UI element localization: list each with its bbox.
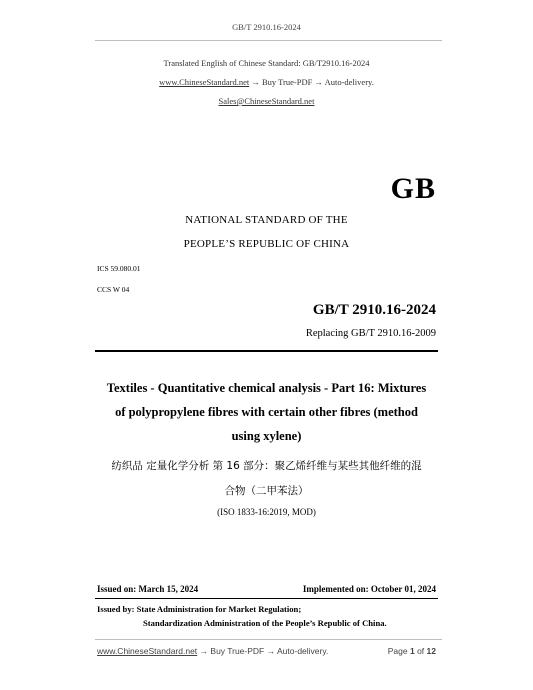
- translation-note: Translated English of Chinese Standard: GB/T2910.16-2024: [163, 58, 370, 68]
- page-number: 1: [409, 646, 415, 656]
- title-en-line1: Textiles - Quantitative chemical analysis - Part 16: Mixtures: [106, 381, 427, 395]
- footer-site-link[interactable]: www.ChineseStandard.net: [97, 646, 198, 656]
- footer-divider: [95, 639, 442, 640]
- footer-purchase: [97, 646, 328, 656]
- issued-by-line2: Standardization Administration of the People’s Republic of China.: [143, 618, 387, 628]
- title-en-line3: using xylene): [231, 429, 302, 443]
- page-total: 12: [426, 646, 436, 656]
- document-title: [60, 376, 473, 448]
- implemented-on: Implemented on: October 01, 2024: [302, 584, 436, 594]
- standard-code: GB/T 2910.16-2024: [312, 302, 436, 318]
- replacing-note: Replacing GB/T 2910.16-2009: [305, 328, 436, 339]
- issued-by-line1: Issued by: State Administration for Market Regulation;: [97, 604, 302, 614]
- dates-divider: [95, 598, 438, 599]
- site-link[interactable]: www.ChineseStandard.net: [159, 77, 250, 87]
- email-line: [0, 96, 533, 106]
- title-en-line2: of polypropylene fibres with certain other fibres (method: [115, 405, 418, 419]
- issued-on: Issued on: March 15, 2024: [97, 584, 199, 594]
- email-link[interactable]: Sales@ChineseStandard.net: [218, 96, 315, 106]
- purchase-text: → Buy True-PDF → Auto-delivery.: [249, 77, 374, 87]
- ccs-code: CCS W 04: [97, 285, 130, 294]
- national-standard-line2: PEOPLE’S REPUBLIC OF CHINA: [183, 238, 350, 250]
- title-cn-line1: 纺织品 定量化学分析 第 16 部分：聚乙烯纤维与某些其他纤维的混: [111, 460, 422, 472]
- title-divider: [95, 350, 438, 352]
- footer-text: → Buy True-PDF → Auto-delivery.: [197, 646, 329, 656]
- national-standard-line1: NATIONAL STANDARD OF THE: [185, 214, 348, 226]
- running-header: GB/T 2910.16-2024: [232, 22, 301, 32]
- iso-reference: (ISO 1833-16:2019, MOD): [217, 507, 316, 517]
- gb-mark: GB: [390, 172, 436, 205]
- title-cn-line2: 合物（二甲苯法）: [224, 485, 309, 497]
- page-label: Page: [387, 646, 408, 656]
- issued-by: [97, 602, 387, 630]
- header-divider: [95, 40, 442, 41]
- page-indicator: [388, 646, 436, 656]
- of-label: of: [417, 646, 425, 656]
- purchase-line: [0, 77, 533, 87]
- ics-code: ICS 59.080.01: [97, 264, 141, 273]
